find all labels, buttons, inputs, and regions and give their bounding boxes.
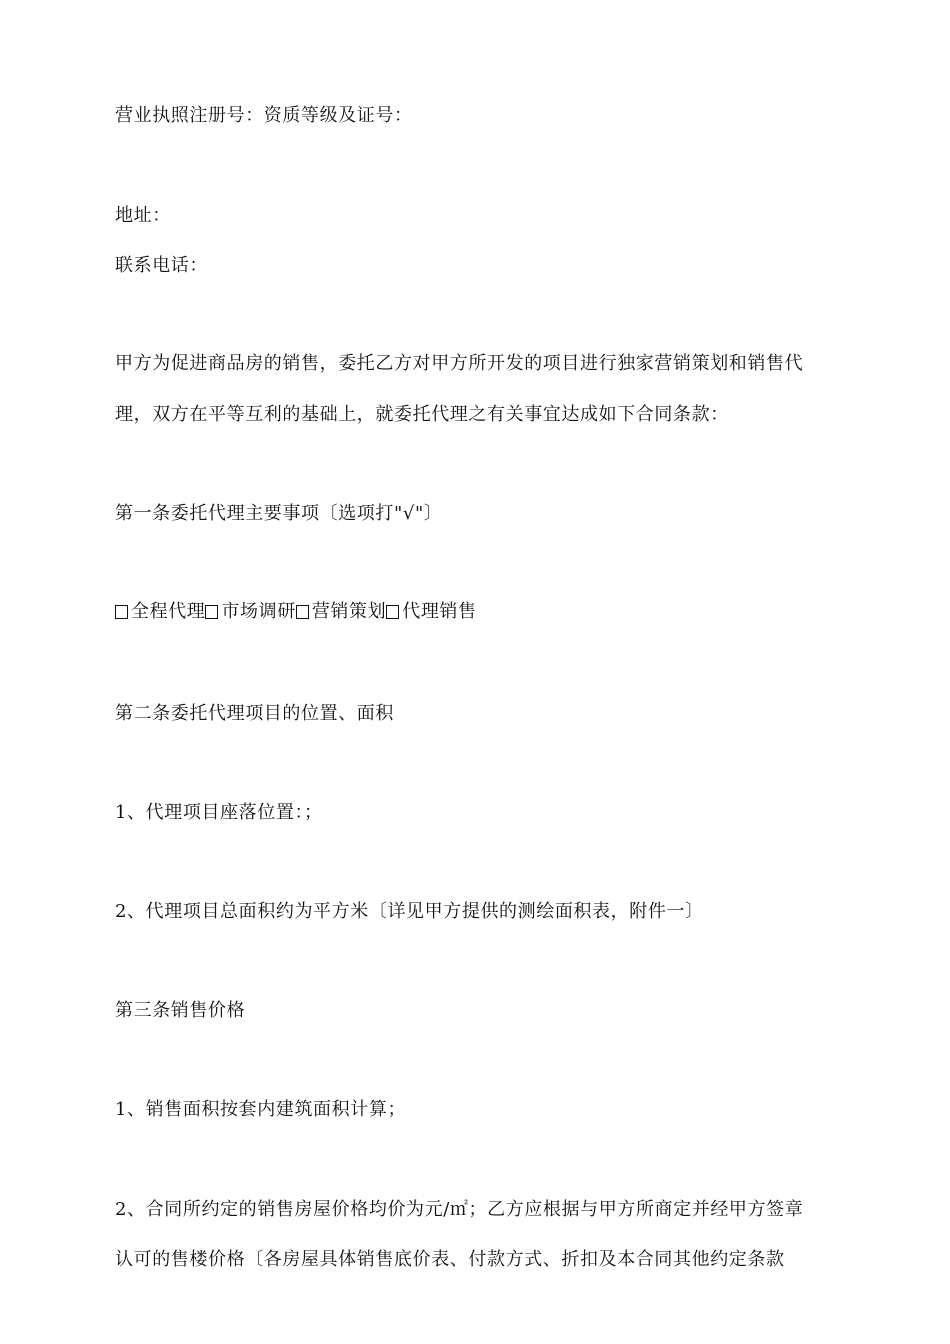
phone-line: 联系电话： xyxy=(115,255,208,276)
option-marketing-plan[interactable]: 营销策划 xyxy=(296,600,386,624)
article2-item1: 1、代理项目座落位置：； xyxy=(115,802,323,823)
article3-title: 第三条销售价格 xyxy=(115,1000,246,1021)
article2-title: 第二条委托代理项目的位置、面积 xyxy=(115,703,394,724)
article2-item2: 2、代理项目总面积约为平方米〔详见甲方提供的测绘面积表，附件一〕 xyxy=(115,901,704,922)
license-line: 营业执照注册号：资质等级及证号： xyxy=(115,105,413,126)
article3-item2-line2: 认可的售楼价格〔各房屋具体销售底价表、付款方式、折扣及本合同其他约定条款 xyxy=(115,1249,785,1270)
checkbox-icon[interactable] xyxy=(386,605,399,619)
checkbox-icon[interactable] xyxy=(205,605,218,619)
article1-options xyxy=(115,600,477,624)
intro-line-1: 甲方为促进商品房的销售，委托乙方对甲方所开发的项目进行独家营销策划和销售代 xyxy=(115,353,804,374)
checkbox-icon[interactable] xyxy=(296,605,309,619)
option-market-research[interactable]: 市场调研 xyxy=(205,600,295,624)
intro-line-2: 理，双方在平等互利的基础上，就委托代理之有关事宜达成如下合同条款： xyxy=(115,404,729,425)
option-sales-agency[interactable]: 代理销售 xyxy=(386,600,476,624)
article1-title: 第一条委托代理主要事项〔选项打"√"〕 xyxy=(115,503,443,524)
checkbox-icon[interactable] xyxy=(115,605,128,619)
address-line: 地址： xyxy=(115,205,171,226)
article3-item1: 1、销售面积按套内建筑面积计算； xyxy=(115,1099,407,1120)
article3-item2-line1: 2、合同所约定的销售房屋价格均价为元/㎡；乙方应根据与甲方所商定并经甲方签章 xyxy=(115,1199,804,1220)
option-full-agency[interactable]: 全程代理 xyxy=(115,600,205,624)
